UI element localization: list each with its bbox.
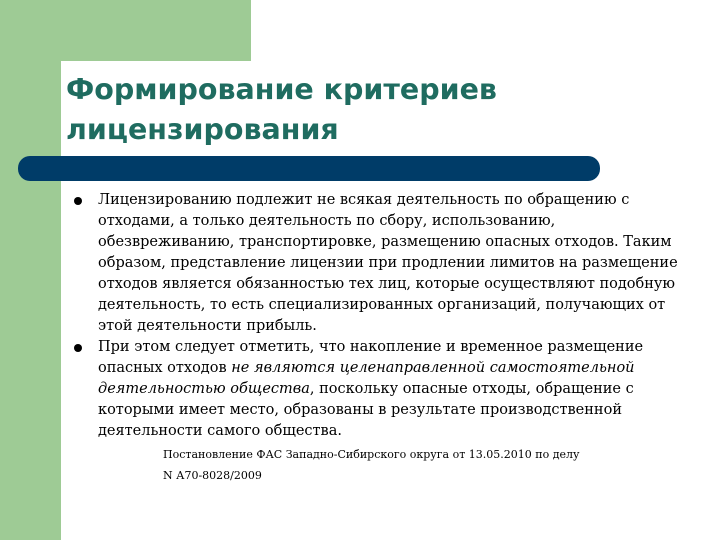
paragraph-line: этой деятельности прибыль.	[98, 318, 317, 334]
paragraph-text-normal: опасных отходов	[98, 360, 232, 376]
slide-title-line-2: лицензирования	[66, 113, 339, 146]
bullet-icon	[74, 344, 82, 352]
paragraph-line: образом, представление лицензии при продлении лимитов на размещение	[98, 255, 678, 271]
slide-title	[66, 70, 666, 150]
slide-content	[74, 190, 684, 486]
paragraph-text-italic: деятельностью общества	[98, 381, 310, 397]
paragraph-line: При этом следует отметить, что накопление и временное размещение	[98, 339, 644, 355]
paragraph-line	[98, 379, 684, 400]
paragraph-line: отходами, а только деятельность по сбору, использованию,	[98, 213, 556, 229]
reference-line: Постановление ФАС Западно-Сибирского округа от 13.05.2010 по делу	[163, 448, 580, 461]
paragraph-line: Лицензированию подлежит не всякая деятельность по обращению с	[98, 192, 630, 208]
legal-reference	[74, 444, 684, 486]
title-divider-bar	[18, 156, 600, 181]
bullet-paragraph-licensing	[74, 190, 684, 337]
slide-title-line-1: Формирование критериев	[66, 73, 497, 106]
paragraph-line: деятельности самого общества.	[98, 423, 342, 439]
paragraph-line: деятельность, то есть специализированных организаций, получающих от	[98, 297, 666, 313]
bullet-icon	[74, 197, 82, 205]
paragraph-line: которыми имеет место, образованы в результате производственной	[98, 402, 622, 418]
bullet-paragraph-accumulation	[74, 337, 684, 442]
reference-line: N А70-8028/2009	[163, 469, 262, 482]
paragraph-line: обезвреживанию, транспортировке, размещению опасных отходов. Таким	[98, 234, 672, 250]
paragraph-line: отходов является обязанностью тех лиц, которые осуществляют подобную	[98, 276, 676, 292]
decorative-green-bar-left	[0, 0, 61, 540]
paragraph-text-normal: , поскольку опасные отходы, обращение с	[309, 381, 634, 397]
paragraph-text-italic: не являются целенаправленной самостоятельной	[231, 360, 635, 376]
paragraph-line	[98, 358, 684, 379]
